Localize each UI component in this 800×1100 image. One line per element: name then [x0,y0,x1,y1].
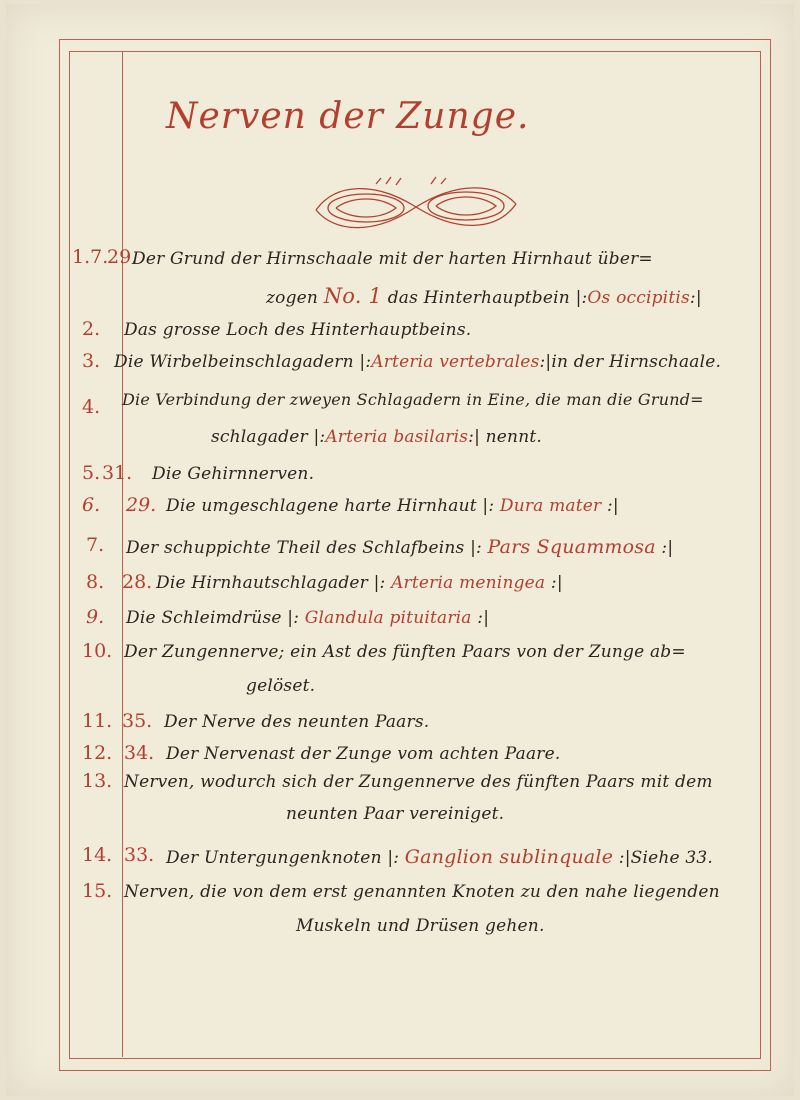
entry-text: Der schuppichte Theil des Schlafbeins [126,538,465,558]
entry-text-line: Die umgeschlagene harte Hirnhaut |: Dura mater :| [166,496,619,516]
entry-reference: No. 1 [323,284,383,308]
entry-text: Die umgeschlagene harte Hirnhaut [166,496,477,516]
latin-term: Glandula pituitaria [304,608,472,628]
entry-text: Die Gehirnnerven. [152,464,315,484]
entry-text: Die Hirnhautschlagader [156,573,368,593]
entry-text: schlagader [211,427,308,447]
entry-text-line: Der Untergungenknoten |: Ganglion sublinquale :|Siehe 33. [166,846,714,868]
manuscript-page [6,4,794,1096]
entry-text-line: Der schuppichte Theil des Schlafbeins |: Pars Squammosa :| [126,536,674,558]
entry-number: 13. [82,770,113,792]
entry-text-continuation: neunten Paar vereiniget. [286,804,505,824]
entry-number: 2. [82,318,101,340]
entry-text: das Hinterhauptbein [387,288,570,308]
entry-reference: 35. [122,710,153,732]
entry-text-continuation: zogen No. 1 das Hinterhauptbein |:Os occipitis:| [266,284,702,308]
entry-text-continuation: schlagader |:Arteria basilaris:| nennt. [211,427,542,447]
entry-text-line: Die Schleimdrüse |: Glandula pituitaria :| [126,608,490,628]
entry-text-continuation: gelöset. [246,676,316,696]
latin-term: Ganglion sublinquale [404,846,614,868]
entry-text: Der Untergungenknoten [166,848,382,868]
latin-term: Pars Squammosa [487,536,656,558]
entry-text: Nerven, wodurch sich der Zungennerve des fünften Paars mit dem [124,772,713,792]
entry-number: 6. [82,494,101,516]
entry-reference: 33. [124,844,155,866]
entry-number: 4. [82,396,101,418]
latin-term: Arteria meningea [391,573,546,593]
entry-text: Der Zungennerve; ein Ast des fünften Paars von der Zunge ab= [124,642,686,662]
entry-number: 3. [82,350,101,372]
entry-number: 15. [82,880,113,902]
entry-text-line: Die Wirbelbeinschlagadern |:Arteria vertebrales:|in der Hirnschaale. [114,352,722,372]
entry-number: 1.7. [72,246,109,268]
entry-text: Die Verbindung der zweyen Schlagadern in Eine, die man die Grund= [122,390,704,409]
entry-number: 12. [82,742,113,764]
entry-number: 5. [82,462,101,484]
entry-text: Der Nervenast der Zunge vom achten Paare. [166,744,561,764]
entry-reference: 29. [107,246,138,268]
entry-text: Der Grund der Hirnschaale mit der harten Hirnhaut über= [132,249,653,269]
entry-number: 14. [82,844,113,866]
entry-reference: 31. [102,462,133,484]
entry-number: 9. [86,606,105,628]
calligraphic-flourish-icon [306,172,526,242]
latin-term: Dura mater [499,496,602,516]
page-title: Nerven der Zunge. [166,96,530,137]
entry-reference: 28. [122,571,153,593]
entry-text: Siehe 33. [630,848,714,868]
entry-text: Die Wirbelbeinschlagadern [114,352,354,372]
entry-number: 8. [86,571,105,593]
entry-text: Das grosse Loch des Hinterhauptbeins. [124,320,472,340]
entry-number: 11. [82,710,113,732]
latin-term: Arteria vertebrales [371,352,540,372]
entry-text: Der Nerve des neunten Paars. [164,712,430,732]
latin-term: Arteria basilaris [325,427,469,447]
entry-text-line: Die Hirnhautschlagader |: Arteria meningea :| [156,573,563,593]
latin-term: Os occipitis [587,288,690,308]
entry-reference: 34. [124,742,155,764]
entry-text: zogen [266,288,319,308]
entry-text: nennt. [485,427,542,447]
entry-text: Nerven, die von dem erst genannten Knoten zu den nahe liegenden [124,882,720,902]
entry-number: 7. [86,534,105,556]
entry-text: Die Schleimdrüse [126,608,282,628]
entry-reference: 29. [126,494,157,516]
entry-text-continuation: Muskeln und Drüsen gehen. [296,916,545,936]
entry-number: 10. [82,640,113,662]
margin-rule [122,51,123,1057]
entry-text: in der Hirnschaale. [551,352,722,372]
